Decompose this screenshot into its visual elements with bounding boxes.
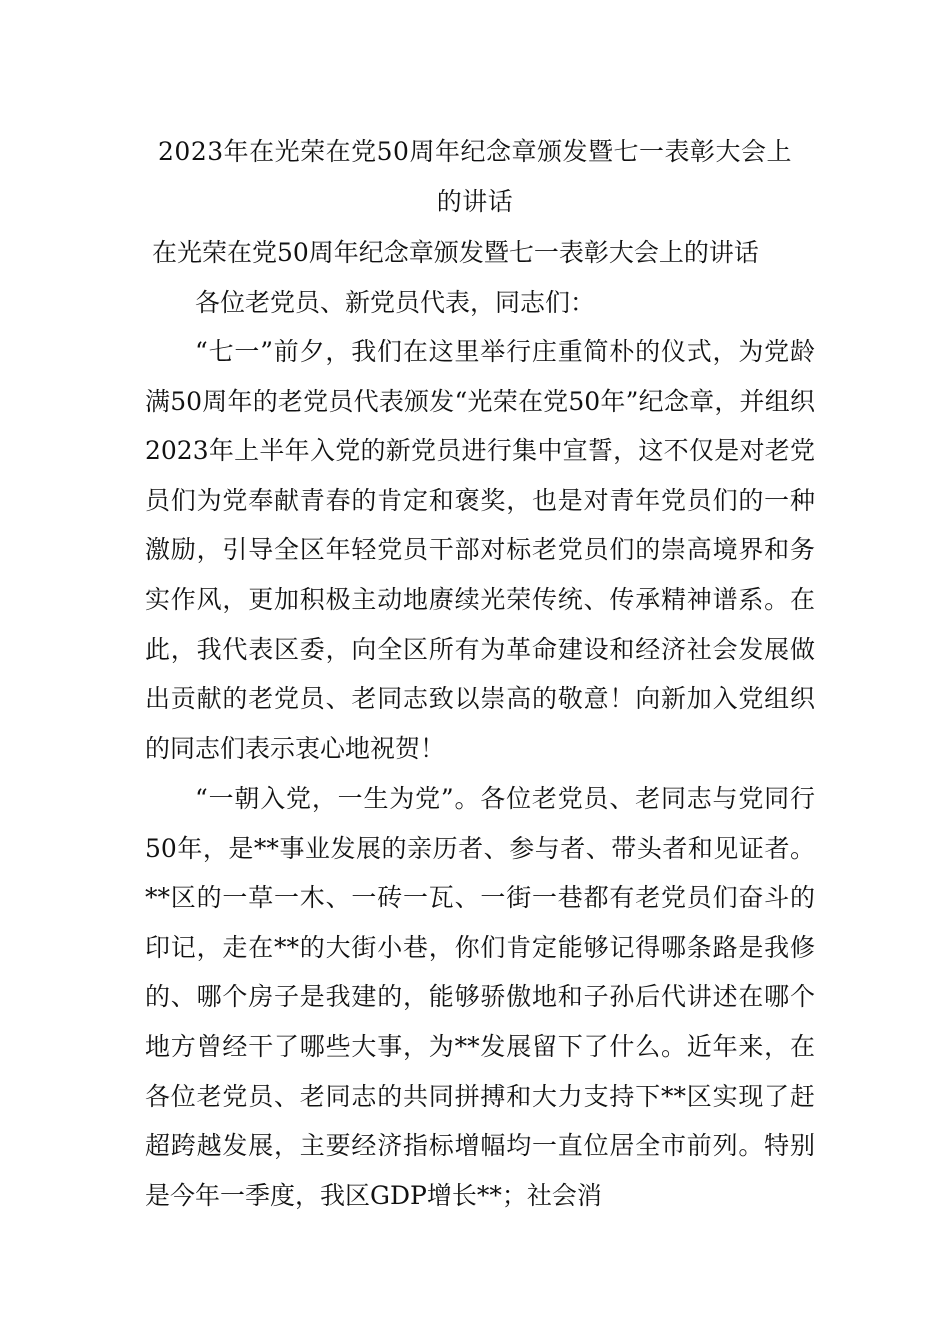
- paragraph-2: “一朝入党，一生为党”。各位老党员、老同志与党同行50年，是**事业发展的亲历者、参与者、带头者和见证者。**区的一草一木、一砖一瓦、一街一巷都有老党员们奋斗的印记，走在**的大街小巷，你们肯定能够记得哪条路是我修的、哪个房子是我建的，能够骄傲地和子孙后代讲述在哪个地方曾经干了哪些大事，为**发展留下了什么。近年来，在各位老党员、老同志的共同拼搏和大力支持下**区实现了赶超跨越发展，主要经济指标增幅均一直位居全市前列。特别是今年一季度，我区GDP增长**；社会消: [145, 784, 815, 1210]
- paragraph-1: “七一”前夕，我们在这里举行庄重简朴的仪式，为党龄满50周年的老党员代表颁发“光荣在党50年”纪念章，并组织2023年上半年入党的新党员进行集中宣誓，这不仅是对老党员们为党奉献青春的肯定和褒奖，也是对青年党员们的一种激励，引导全区年轻党员干部对标老党员们的崇高境界和务实作风，更加积极主动地赓续光荣传统、传承精神谱系。在此，我代表区委，向全区所有为革命建设和经济社会发展做出贡献的老党员、老同志致以崇高的敬意！向新加入党组织的同志们表示衷心地祝贺！: [145, 337, 815, 763]
- salutation: 各位老党员、新党员代表，同志们：: [195, 288, 596, 317]
- document-subtitle: 在光荣在党50周年纪念章颁发暨七一表彰大会上的讲话: [152, 238, 759, 267]
- document-title-line-1: 2023年在光荣在党50周年纪念章颁发暨七一表彰大会上: [158, 137, 792, 166]
- document-title-line-2: 的讲话: [436, 187, 514, 216]
